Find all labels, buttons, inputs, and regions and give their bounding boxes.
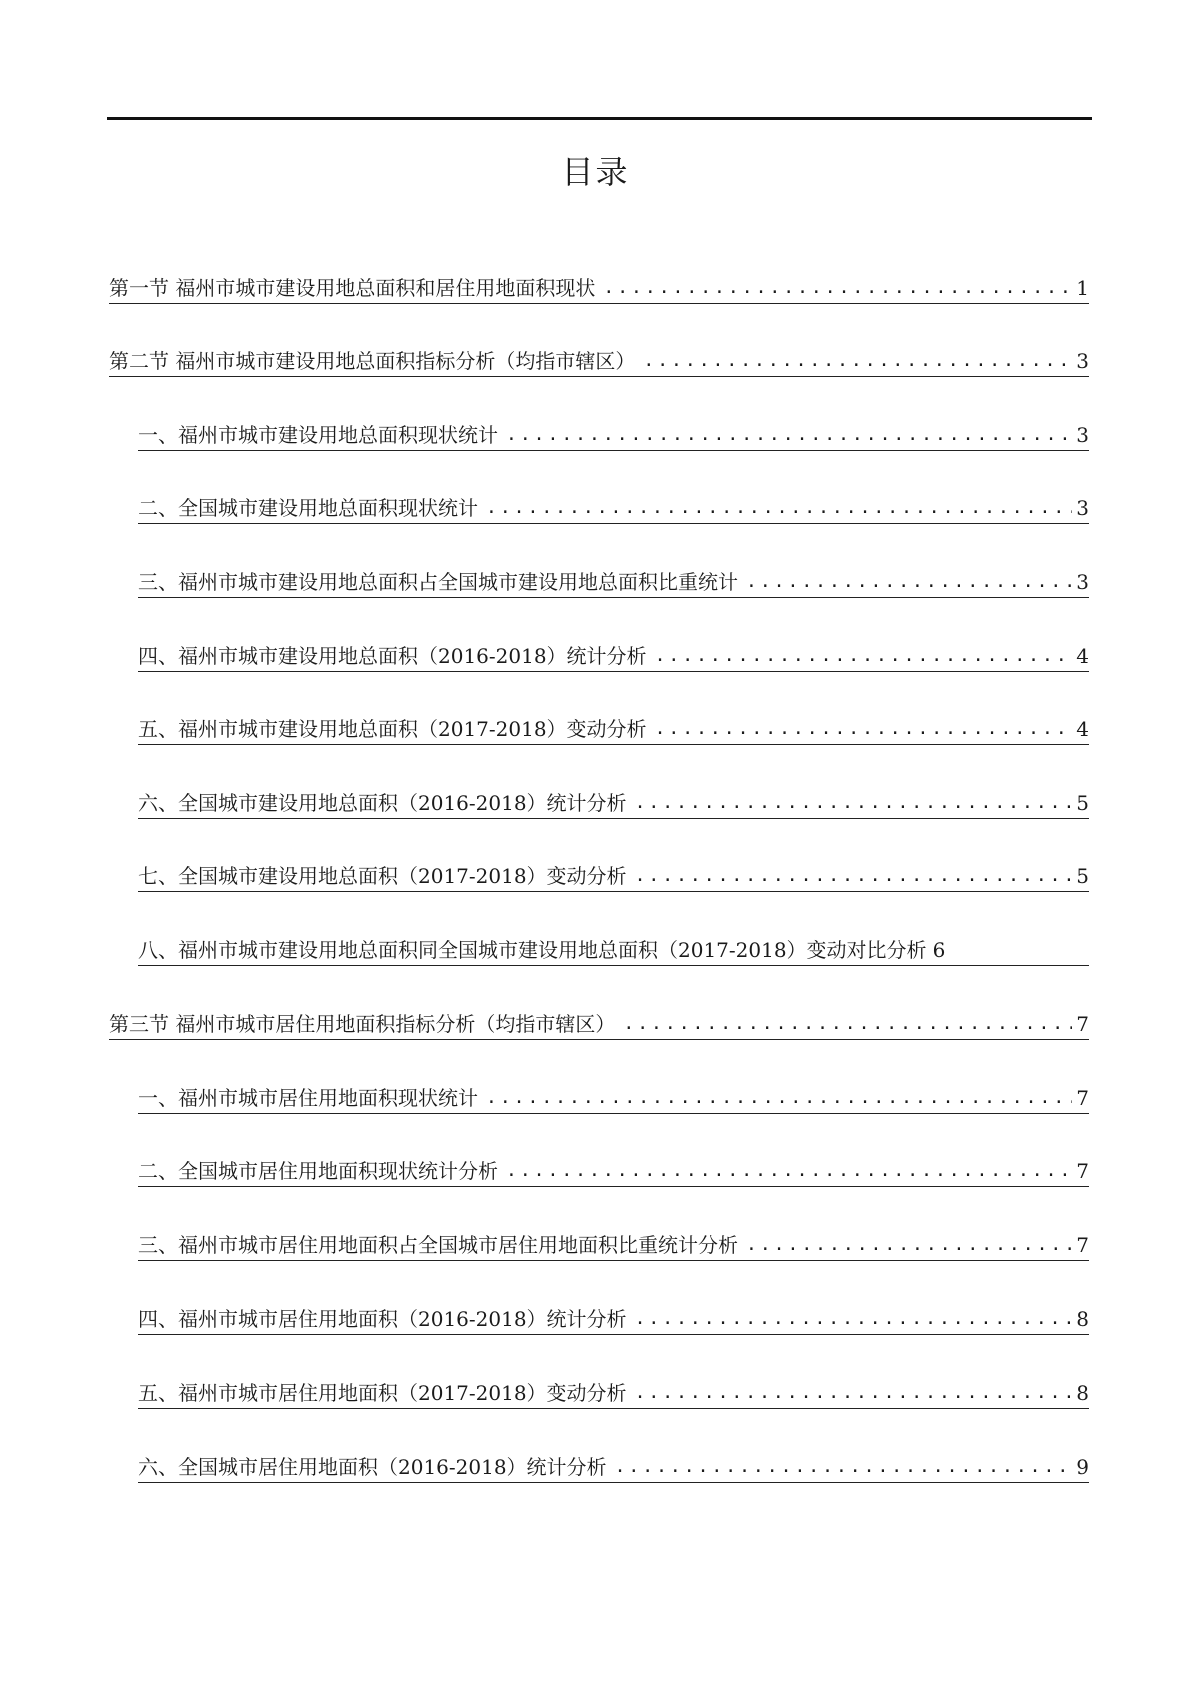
toc-entry[interactable]: [138, 711, 1089, 745]
toc-entry[interactable]: [138, 1449, 1089, 1483]
dot-leader: [506, 1158, 1072, 1184]
toc-entry-page-number: 4: [1076, 644, 1089, 668]
toc-entry[interactable]: [138, 490, 1089, 524]
toc-entry[interactable]: [138, 1227, 1089, 1261]
toc-entry-page-number: 3: [1076, 496, 1089, 520]
dot-leader: [655, 716, 1073, 742]
toc-entry-title: 第二节 福州市城市建设用地总面积指标分析（均指市辖区）: [109, 349, 636, 373]
dot-leader: [635, 790, 1073, 816]
toc-entry[interactable]: [138, 785, 1089, 819]
toc-entry-page-number: 5: [1076, 791, 1089, 815]
toc-entry-page-number: 7: [1076, 1233, 1089, 1257]
dot-leader: [635, 1380, 1073, 1406]
toc-entry[interactable]: [138, 1153, 1089, 1187]
toc-entry-title: 七、全国城市建设用地总面积（2017-2018）变动分析: [138, 864, 627, 888]
toc-entry-title: 五、福州市城市建设用地总面积（2017-2018）变动分析: [138, 717, 647, 741]
toc-entry-page-number: 8: [1076, 1381, 1089, 1405]
toc-entry-title: 一、福州市城市居住用地面积现状统计: [138, 1086, 478, 1110]
dot-leader: [615, 1454, 1073, 1480]
toc-entry-page-number: 4: [1076, 717, 1089, 741]
toc-entry-page-number: 9: [1076, 1455, 1089, 1479]
toc-entry[interactable]: [138, 858, 1089, 892]
page-title: 目录: [561, 153, 630, 191]
toc-entry-page-number: 3: [1076, 570, 1089, 594]
toc-entry-title: 五、福州市城市居住用地面积（2017-2018）变动分析: [138, 1381, 627, 1405]
dot-leader: [486, 1085, 1072, 1111]
dot-leader: [506, 422, 1072, 448]
toc-entry[interactable]: [138, 1080, 1089, 1114]
toc-entry[interactable]: [138, 1301, 1089, 1335]
toc-entry[interactable]: [109, 1006, 1089, 1040]
dot-leader: [603, 275, 1072, 301]
dot-leader: [486, 495, 1072, 521]
toc-entry-title: 六、全国城市居住用地面积（2016-2018）统计分析: [138, 1455, 607, 1479]
toc-entry-title: 三、福州市城市居住用地面积占全国城市居住用地面积比重统计分析: [138, 1233, 738, 1257]
toc-entry[interactable]: [109, 343, 1089, 377]
toc-entry-page-number: 7: [1076, 1159, 1089, 1183]
toc-entry-page-number: 7: [1076, 1012, 1089, 1036]
dot-leader: [643, 348, 1072, 374]
dot-leader: [655, 643, 1073, 669]
toc-entry-page-number: 3: [1076, 349, 1089, 373]
toc-entry-title: 第一节 福州市城市建设用地总面积和居住用地面积现状: [109, 276, 596, 300]
toc-entry-title: 八、福州市城市建设用地总面积同全国城市建设用地总面积（2017-2018）变动对比分析: [138, 938, 927, 962]
dot-leader: [635, 1306, 1073, 1332]
dot-leader: [623, 1011, 1072, 1037]
toc-entry-title: 二、全国城市居住用地面积现状统计分析: [138, 1159, 498, 1183]
dot-leader: [635, 863, 1073, 889]
toc-entry-title: 三、福州市城市建设用地总面积占全国城市建设用地总面积比重统计: [138, 570, 738, 594]
toc-entry-page-number: 6: [932, 938, 946, 962]
toc-entry-title: 四、福州市城市建设用地总面积（2016-2018）统计分析: [138, 644, 647, 668]
toc-entry-page-number: 5: [1076, 864, 1089, 888]
toc-entry-title: 六、全国城市建设用地总面积（2016-2018）统计分析: [138, 791, 627, 815]
dot-leader: [746, 1232, 1072, 1258]
toc-entry-title: 一、福州市城市建设用地总面积现状统计: [138, 423, 498, 447]
toc-entry[interactable]: [138, 1375, 1089, 1409]
toc-entry-page-number: 3: [1076, 423, 1089, 447]
toc-entry[interactable]: [138, 417, 1089, 451]
toc-entry[interactable]: [138, 564, 1089, 598]
toc-entry-title: 四、福州市城市居住用地面积（2016-2018）统计分析: [138, 1307, 627, 1331]
toc-entry-title: 第三节 福州市城市居住用地面积指标分析（均指市辖区）: [109, 1012, 616, 1036]
toc-entry[interactable]: [109, 270, 1089, 304]
dot-leader: [746, 569, 1072, 595]
toc-entry[interactable]: [138, 638, 1089, 672]
toc-entry-page-number: 7: [1076, 1086, 1089, 1110]
toc-entry[interactable]: [138, 932, 1089, 966]
toc-entry-page-number: 1: [1076, 276, 1089, 300]
toc-entry-page-number: 8: [1076, 1307, 1089, 1331]
toc-entry-title: 二、全国城市建设用地总面积现状统计: [138, 496, 478, 520]
